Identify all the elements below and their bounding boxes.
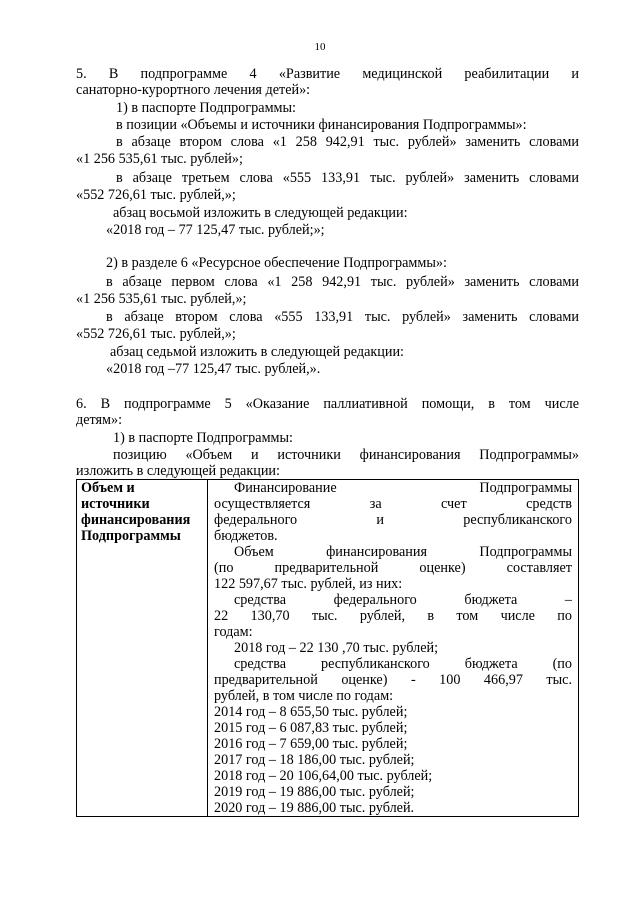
section6-p1: 1) в паспорте Подпрограммы: (113, 430, 294, 446)
table-right-line: 2016 год – 7 659,00 тыс. рублей; (214, 736, 408, 752)
table-right-line: средства республиканского бюджета (по (234, 656, 572, 672)
section5-p3-line2: «1 256 535,61 тыс. рублей»; (76, 151, 243, 167)
financing-table (76, 479, 579, 817)
table-right-line: средства федерального бюджета – (234, 592, 572, 608)
section5-title-line2: санаторно-курортного лечения детей»: (76, 82, 311, 98)
table-right-line: 2019 год – 19 886,00 тыс. рублей; (214, 784, 415, 800)
table-right-line: бюджетов. (214, 528, 278, 544)
table-right-line: Финансирование Подпрограммы (234, 480, 572, 496)
section5-p1: 1) в паспорте Подпрограммы: (116, 100, 297, 116)
section5-p8-line1: в абзаце первом слова «1 258 942,91 тыс. рублей» заменить словами (106, 274, 579, 290)
table-right-line: 122 597,67 тыс. рублей, из них: (214, 576, 403, 592)
section6-title-line1: 6. В подпрограмме 5 «Оказание паллиативной помощи, в том числе (76, 396, 579, 412)
section5-p8-line2: «1 256 535,61 тыс. рублей,»; (76, 291, 247, 307)
table-left-line: Подпрограммы (81, 528, 181, 544)
table-right-line: 2017 год – 18 186,00 тыс. рублей; (214, 752, 415, 768)
section5-title-line1: 5. В подпрограмме 4 «Развитие медицинской реабилитации и (76, 66, 579, 82)
table-left-line: источники (81, 496, 150, 512)
table-left-cell (77, 480, 208, 817)
table-left-line: финансирования (81, 512, 191, 528)
table-right-cell (208, 480, 579, 817)
section5-p7: 2) в разделе 6 «Ресурсное обеспечение Подпрограммы»: (106, 255, 447, 271)
table-right-line: 2018 год – 20 106,64,00 тыс. рублей; (214, 768, 433, 784)
table-right-line: федерального и республиканского (214, 512, 572, 528)
table-right-line: (по предварительной оценке) составляет (214, 560, 572, 576)
section6-title-line2: детям»: (76, 412, 123, 428)
table-right-line: 2020 год – 19 886,00 тыс. рублей. (214, 800, 415, 816)
section5-p5: абзац восьмой изложить в следующей редакции: (113, 205, 408, 221)
section5-p4-line2: «552 726,61 тыс. рублей,»; (76, 187, 236, 203)
section6-p2-line1: позицию «Объем и источники финансирования Подпрограммы» (113, 447, 579, 463)
section6-p2-line2: изложить в следующей редакции: (76, 463, 280, 479)
section5-p11: «2018 год –77 125,47 тыс. рублей,». (106, 361, 321, 377)
page-number: 10 (314, 41, 326, 53)
section5-p2: в позиции «Объемы и источники финансирования Подпрограммы»: (116, 117, 527, 133)
section5-p6: «2018 год – 77 125,47 тыс. рублей;»; (106, 222, 325, 238)
table-row (77, 480, 579, 817)
section5-p9-line1: в абзаце втором слова «555 133,91 тыс. рублей» заменить словами (106, 309, 579, 325)
table-right-line: 2014 год – 8 655,50 тыс. рублей; (214, 704, 408, 720)
table-right-line: Объем финансирования Подпрограммы (234, 544, 572, 560)
table-right-line: предварительной оценке) - 100 466,97 тыс. (214, 672, 572, 688)
table-right-line: 2015 год – 6 087,83 тыс. рублей; (214, 720, 408, 736)
table-right-line: годам: (214, 624, 253, 640)
section5-p9-line2: «552 726,61 тыс. рублей,»; (76, 326, 236, 342)
table-right-line: 2018 год – 22 130 ,70 тыс. рублей; (234, 640, 439, 656)
section5-p10: абзац седьмой изложить в следующей редакции: (110, 344, 405, 360)
table-right-line: осуществляется за счет средств (214, 496, 572, 512)
table-right-line: рублей, в том числе по годам: (214, 688, 394, 704)
section5-p4-line1: в абзаце третьем слова «555 133,91 тыс. рублей» заменить словами (116, 170, 579, 186)
table-left-line: Объем и (81, 480, 135, 496)
section5-p3-line1: в абзаце втором слова «1 258 942,91 тыс. рублей» заменить словами (116, 134, 579, 150)
table-right-line: 22 130,70 тыс. рублей, в том числе по (214, 608, 572, 624)
